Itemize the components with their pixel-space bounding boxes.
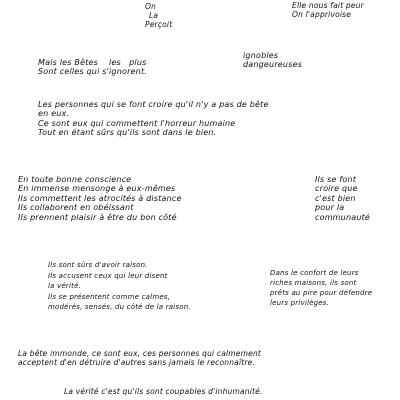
stanza-3-line: Ils commettent les atrocités à distance bbox=[18, 193, 182, 203]
header-left-line: On bbox=[145, 2, 157, 11]
stanza-3 bbox=[18, 175, 182, 222]
stanza-5-line: La bête immonde, ce sont eux, ces personnes qui calmement bbox=[18, 349, 262, 358]
stanza-1-side-line: ignobles bbox=[243, 51, 279, 60]
footer-line-block bbox=[64, 388, 263, 397]
stanza-4-line: Ils accusent ceux qui leur disent bbox=[48, 271, 168, 280]
header-right-block bbox=[292, 2, 364, 20]
stanza-2-line: Ce sont eux qui commettent l'horreur humaine bbox=[38, 118, 236, 128]
header-right-line: Elle nous fait peur bbox=[292, 1, 364, 10]
stanza-1-line: Mais les Bêtes les plus bbox=[38, 58, 147, 67]
header-left-block bbox=[145, 3, 172, 30]
stanza-4-side-line: leurs privilèges. bbox=[270, 299, 330, 308]
stanza-2-line: en eux. bbox=[38, 109, 70, 119]
stanza-3-line: Ils prennent plaisir à être du bon côté bbox=[18, 212, 177, 222]
stanza-3-line: En immense mensonge à eux-mêmes bbox=[18, 184, 176, 194]
stanza-5-line: acceptent d'en détruire d'autres sans jamais le reconnaître. bbox=[18, 357, 256, 367]
stanza-3-side-line: croire que bbox=[315, 184, 358, 194]
stanza-5 bbox=[18, 350, 261, 368]
stanza-3-line: En toute bonne conscience bbox=[18, 175, 132, 184]
stanza-2-line: Les personnes qui se font croire qu'il n'y a pas de bête bbox=[38, 100, 269, 109]
stanza-4-line: Ils sont sûrs d'avoir raison. bbox=[48, 261, 148, 269]
stanza-1-line: Sont celles qui s'ignorent. bbox=[38, 67, 148, 77]
stanza-1-side-line: dangeureuses bbox=[243, 60, 303, 70]
stanza-1 bbox=[38, 58, 147, 77]
footer-line: La vérité c'est qu'ils sont coupables d'inhumanité. bbox=[64, 387, 263, 396]
stanza-4-side-line: Dans le confort de leurs bbox=[270, 269, 359, 277]
stanza-2-line: Tout en étant sûrs qu'ils sont dans le bien. bbox=[38, 128, 217, 138]
stanza-4-side bbox=[270, 268, 372, 309]
stanza-4-line: modérés, sensés, du côté de la raison. bbox=[48, 303, 191, 311]
stanza-1-side bbox=[243, 51, 302, 70]
stanza-3-side-line: pour la bbox=[315, 203, 345, 213]
stanza-2 bbox=[38, 100, 269, 138]
header-right-line: On l'apprivoise bbox=[292, 9, 352, 19]
stanza-4-line: Ils se présentent comme calmes, bbox=[48, 292, 171, 301]
stanza-3-side-line: Ils se font bbox=[315, 175, 357, 184]
header-left-line: Perçoit bbox=[145, 19, 173, 29]
stanza-3-side-line: c'est bien bbox=[315, 193, 356, 203]
stanza-3-side bbox=[315, 175, 370, 222]
stanza-4-side-line: riches maisons, ils sont bbox=[270, 279, 357, 288]
stanza-4 bbox=[48, 260, 191, 313]
stanza-3-line: Ils collaborent en obéissant bbox=[18, 203, 134, 213]
stanza-4-side-line: prêts au pire pour défendre bbox=[270, 289, 373, 298]
header-left-line: La bbox=[149, 10, 159, 20]
stanza-4-line: la vérité. bbox=[48, 282, 82, 290]
stanza-3-side-line: communauté bbox=[315, 212, 371, 222]
